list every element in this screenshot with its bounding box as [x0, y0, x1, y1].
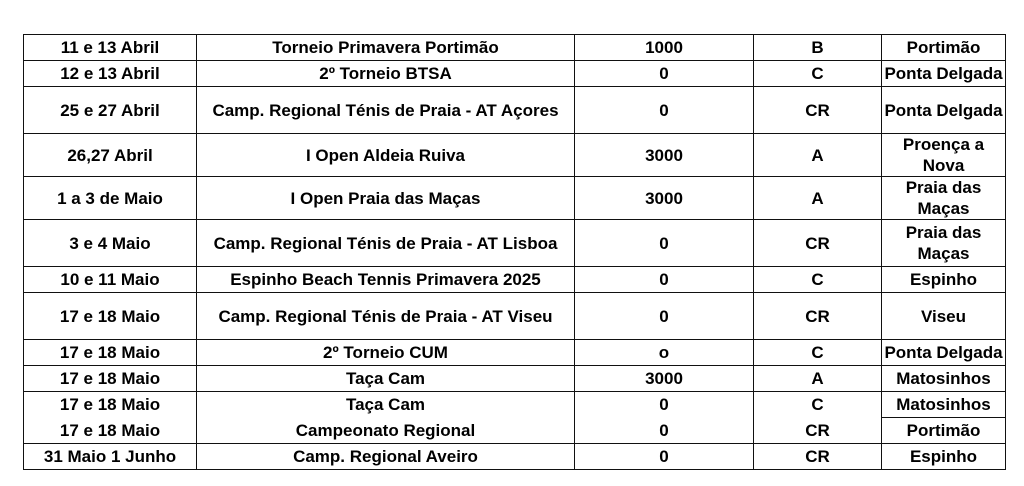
location-cell: Viseu: [882, 293, 1006, 340]
category-cell: CR: [754, 293, 882, 340]
points-cell: 1000: [575, 35, 754, 61]
tournament-name-cell: Camp. Regional Ténis de Praia - AT Açores: [197, 87, 575, 134]
date-cell: 1 a 3 de Maio: [24, 177, 197, 220]
points-cell: 3000: [575, 134, 754, 177]
tournament-name-cell: 2º Torneio BTSA: [197, 61, 575, 87]
category-cell: CR: [754, 87, 882, 134]
points-cell: o: [575, 340, 754, 366]
date-cell: 31 Maio 1 Junho: [24, 444, 197, 470]
date-cell: 17 e 18 Maio: [24, 293, 197, 340]
tournament-name-cell: Camp. Regional Ténis de Praia - AT Lisboa: [197, 220, 575, 267]
table-row: [24, 444, 1006, 470]
points-cell: 3000: [575, 366, 754, 392]
table-row: [24, 61, 1006, 87]
points-cell: 0: [575, 444, 754, 470]
location-cell: Ponta Delgada: [882, 340, 1006, 366]
location-cell: Espinho: [882, 267, 1006, 293]
table-row: [24, 366, 1006, 392]
tournament-calendar-table: [23, 34, 1006, 470]
date-cell: 3 e 4 Maio: [24, 220, 197, 267]
date-cell: 25 e 27 Abril: [24, 87, 197, 134]
date-cell: 17 e 18 Maio: [24, 366, 197, 392]
table-row: [24, 177, 1006, 220]
location-cell: Portimão: [882, 35, 1006, 61]
tournament-name-cell: Espinho Beach Tennis Primavera 2025: [197, 267, 575, 293]
location-cell: Ponta Delgada: [882, 61, 1006, 87]
tournament-name-cell: I Open Praia das Maças: [197, 177, 575, 220]
table-row: [24, 134, 1006, 177]
category-cell: C: [754, 61, 882, 87]
category-cell: CR: [754, 220, 882, 267]
category-cell: C: [754, 392, 882, 418]
table-row: [24, 35, 1006, 61]
table-body: [24, 35, 1006, 470]
category-cell: C: [754, 267, 882, 293]
category-cell: CR: [754, 444, 882, 470]
table-row: [24, 220, 1006, 267]
table-row: [24, 418, 1006, 444]
tournament-name-cell: 2º Torneio CUM: [197, 340, 575, 366]
date-cell: 10 e 11 Maio: [24, 267, 197, 293]
tournament-name-cell: Camp. Regional Aveiro: [197, 444, 575, 470]
points-cell: 0: [575, 87, 754, 134]
location-cell: Praia das Maças: [882, 177, 1006, 220]
date-cell: 17 e 18 Maio: [24, 418, 197, 444]
table-row: [24, 293, 1006, 340]
category-cell: A: [754, 366, 882, 392]
location-cell: Espinho: [882, 444, 1006, 470]
category-cell: B: [754, 35, 882, 61]
points-cell: 0: [575, 61, 754, 87]
date-cell: 11 e 13 Abril: [24, 35, 197, 61]
tournament-name-cell: Torneio Primavera Portimão: [197, 35, 575, 61]
date-cell: 17 e 18 Maio: [24, 392, 197, 418]
points-cell: 0: [575, 267, 754, 293]
table-row: [24, 392, 1006, 418]
date-cell: 26,27 Abril: [24, 134, 197, 177]
location-cell: Ponta Delgada: [882, 87, 1006, 134]
points-cell: 3000: [575, 177, 754, 220]
category-cell: C: [754, 340, 882, 366]
location-cell: Matosinhos: [882, 392, 1006, 418]
location-cell: Matosinhos: [882, 366, 1006, 392]
tournament-name-cell: Taça Cam: [197, 392, 575, 418]
tournament-name-cell: Taça Cam: [197, 366, 575, 392]
date-cell: 12 e 13 Abril: [24, 61, 197, 87]
tournament-name-cell: Camp. Regional Ténis de Praia - AT Viseu: [197, 293, 575, 340]
category-cell: A: [754, 177, 882, 220]
location-cell: Praia das Maças: [882, 220, 1006, 267]
points-cell: 0: [575, 220, 754, 267]
category-cell: CR: [754, 418, 882, 444]
category-cell: A: [754, 134, 882, 177]
date-cell: 17 e 18 Maio: [24, 340, 197, 366]
tournament-name-cell: Campeonato Regional: [197, 418, 575, 444]
table-row: [24, 340, 1006, 366]
points-cell: 0: [575, 418, 754, 444]
tournament-name-cell: I Open Aldeia Ruiva: [197, 134, 575, 177]
table-row: [24, 267, 1006, 293]
points-cell: 0: [575, 293, 754, 340]
location-cell: Proença a Nova: [882, 134, 1006, 177]
table-row: [24, 87, 1006, 134]
points-cell: 0: [575, 392, 754, 418]
location-cell: Portimão: [882, 418, 1006, 444]
